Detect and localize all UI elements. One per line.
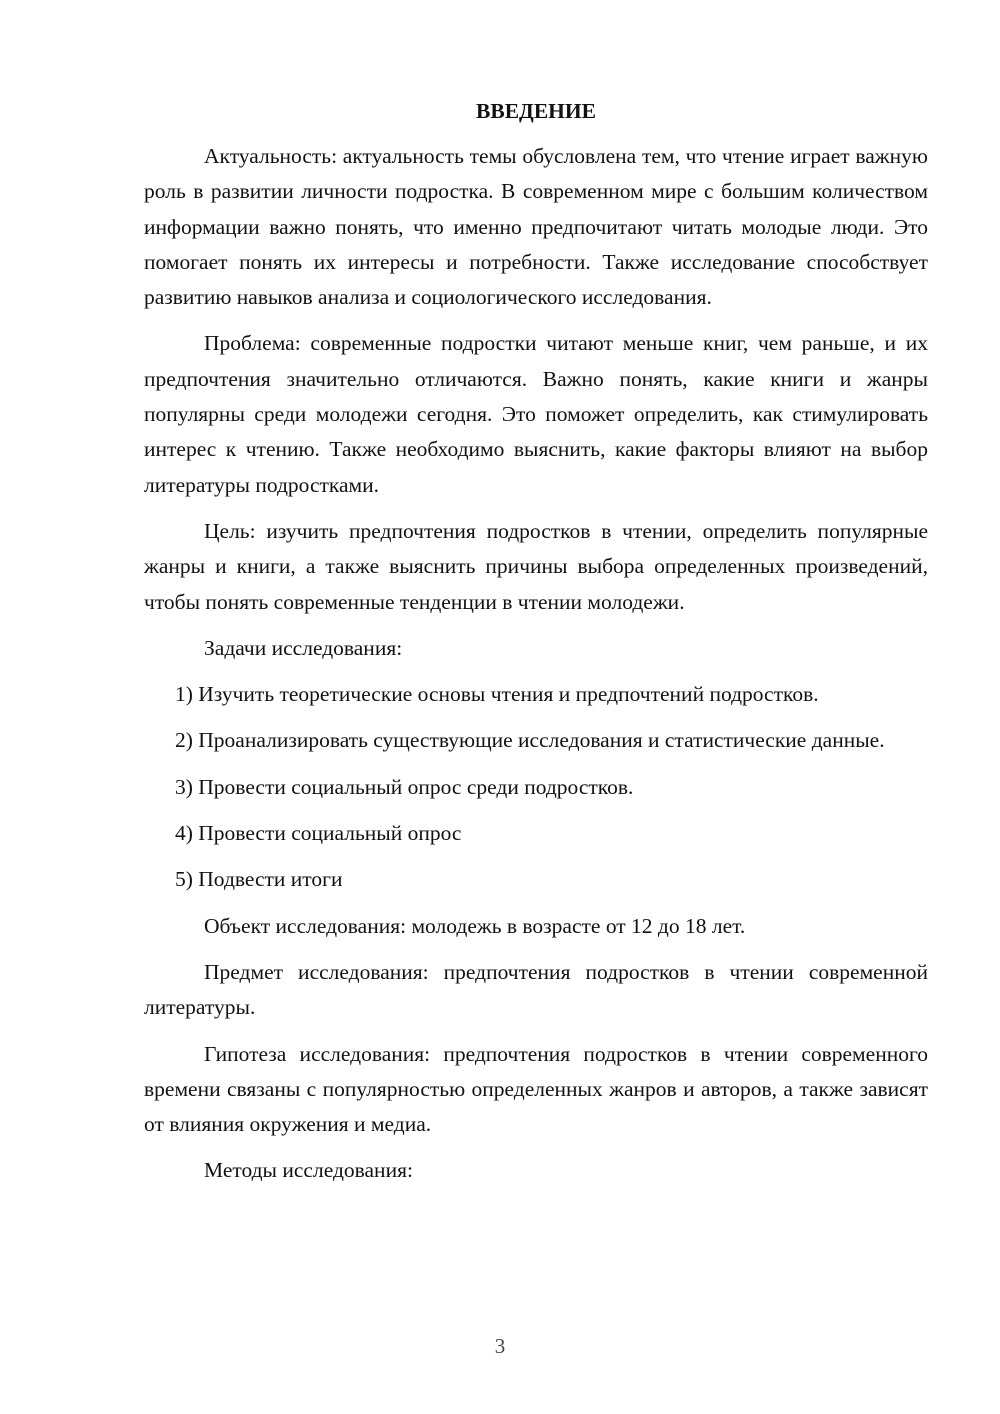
task-item: 5) Подвести итоги	[175, 867, 343, 892]
object-paragraph: Объект исследования: молодежь в возрасте от 12 до 18 лет.	[204, 913, 746, 938]
subject-paragraph: Предмет исследования: предпочтения подростков в чтении современной литературы.	[144, 959, 928, 1020]
relevance-paragraph: Актуальность: актуальность темы обусловлена тем, что чтение играет важную роль в развитии личности подростка. В современном мире с большим количеством информации важно понять, что именно предпочитают читать молодые люди. Это помогает понять их интересы и потребности. Также исследование способствует развитию навыков анализа и социологического исследования.	[144, 144, 928, 310]
hypothesis-paragraph: Гипотеза исследования: предпочтения подростков в чтении современного времени связаны с популярностью определенных жанров и авторов, а также зависят от влияния окружения и медиа.	[144, 1041, 928, 1137]
page-number: 3	[494, 1334, 506, 1358]
tasks-heading: Задачи исследования:	[204, 635, 403, 660]
task-item: 3) Провести социальный опрос среди подростков.	[175, 774, 634, 799]
task-item: 1) Изучить теоретические основы чтения и предпочтений подростков.	[175, 682, 819, 707]
problem-paragraph: Проблема: современные подростки читают меньше книг, чем раньше, и их предпочтения значительно отличаются. Важно понять, какие книги и жанры популярны среди молодежи сегодня. Это поможет определить, как стимулировать интерес к чтению. Также необходимо выяснить, какие факторы влияют на выбор литературы подростками.	[144, 331, 928, 497]
task-item: 4) Провести социальный опрос	[175, 821, 462, 846]
page-title: ВВЕДЕНИЕ	[476, 99, 596, 123]
page-content	[144, 94, 928, 1200]
task-item: 2) Проанализировать существующие исследования и статистические данные.	[175, 728, 885, 753]
methods-heading: Методы исследования:	[204, 1158, 413, 1183]
goal-paragraph: Цель: изучить предпочтения подростков в чтении, определить популярные жанры и книги, а также выяснить причины выбора определенных произведений, чтобы понять современные тенденции в чтении молодежи.	[144, 518, 928, 614]
